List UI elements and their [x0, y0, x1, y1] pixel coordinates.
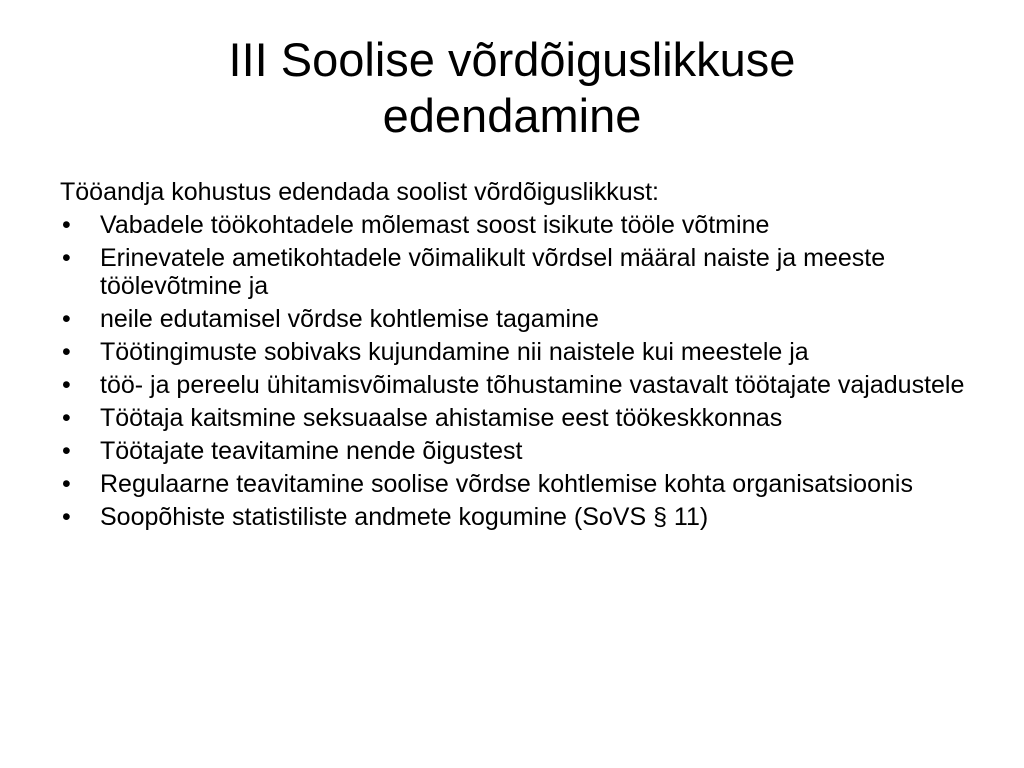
bullet-item-2: [60, 244, 970, 300]
bullet-icon: •: [62, 244, 71, 272]
bullet-text: töö- ja pereelu ühitamisvõimaluste tõhustamine vastavalt töötajate vajadustele: [100, 371, 965, 399]
bullet-text: neile edutamisel võrdse kohtlemise tagamine: [100, 305, 599, 333]
bullet-icon: •: [62, 371, 71, 399]
bullet-icon: •: [62, 437, 71, 465]
bullet-text: Töötaja kaitsmine seksuaalse ahistamise eest töökeskkonnas: [100, 404, 783, 432]
slide-body: [60, 178, 970, 536]
bullet-item-3: [60, 305, 970, 333]
bullet-item-8: [60, 470, 970, 498]
bullet-icon: •: [62, 211, 71, 239]
bullet-text: Soopõhiste statistiliste andmete kogumine (SoVS § 11): [100, 503, 709, 531]
bullet-text: Töötingimuste sobivaks kujundamine nii naistele kui meestele ja: [100, 338, 809, 366]
intro-text: Tööandja kohustus edendada soolist võrdõiguslikkust:: [60, 178, 659, 206]
slide-title-line-1: III Soolise võrdõiguslikkuse: [228, 33, 796, 86]
slide-title-line-2: edendamine: [382, 89, 642, 142]
bullet-text: Töötajate teavitamine nende õigustest: [100, 437, 523, 465]
bullet-text: Erinevatele ametikohtadele võimalikult võrdsel määral naiste ja meeste töölevõtmine ja: [100, 244, 886, 300]
bullet-icon: •: [62, 305, 71, 333]
bullet-text: Regulaarne teavitamine soolise võrdse kohtlemise kohta organisatsioonis: [100, 470, 913, 498]
bullet-item-9: [60, 503, 970, 531]
bullet-item-6: [60, 404, 970, 432]
bullet-icon: •: [62, 470, 71, 498]
bullet-icon: •: [62, 503, 71, 531]
bullet-text: Vabadele töökohtadele mõlemast soost isikute tööle võtmine: [100, 211, 770, 239]
bullet-icon: •: [62, 404, 71, 432]
bullet-item-7: [60, 437, 970, 465]
bullet-item-4: [60, 338, 970, 366]
slide-title: [60, 32, 964, 144]
bullet-item-1: [60, 211, 970, 239]
bullet-icon: •: [62, 338, 71, 366]
bullet-item-5: [60, 371, 970, 399]
bullet-list: [60, 211, 970, 531]
